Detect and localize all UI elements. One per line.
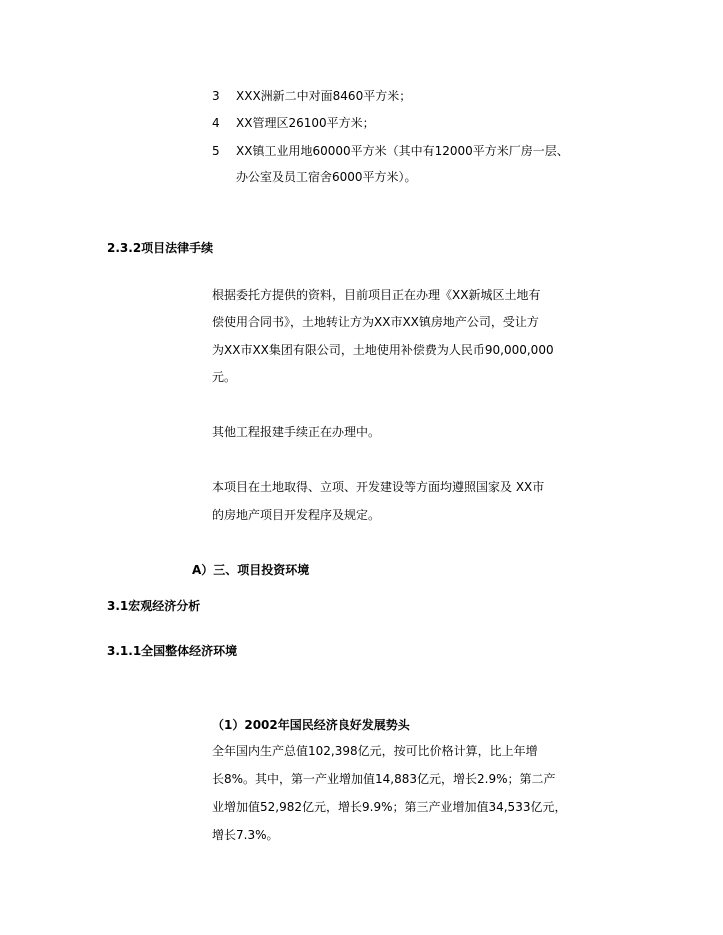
paragraph-line: 偿使用合同书》，土地转让方为XX市XX镇房地产公司，受让方	[212, 315, 539, 329]
list-number: 4	[212, 116, 220, 130]
paragraph-line: 增长7.3%。	[212, 828, 279, 842]
list-number: 3	[212, 89, 220, 103]
paragraph-line: 为XX市XX集团有限公司，土地使用补偿费为人民币90,000,000	[212, 343, 554, 357]
paragraph-line: 全年国内生产总值102,398亿元，按可比价格计算，比上年增	[212, 744, 538, 758]
list-item-continuation: 办公室及员工宿舍6000平方米）。	[236, 170, 417, 184]
paragraph-line: 业增加值52,982亿元，增长9.9%；第三产业增加值34,533亿元，	[212, 800, 567, 814]
section-heading-2-3-2: 2.3.2项目法律手续	[107, 241, 214, 255]
subsection-heading: （1）2002年国民经济良好发展势头	[212, 718, 410, 732]
paragraph-line: 其他工程报建手续正在办理中。	[212, 425, 381, 439]
paragraph-line: 本项目在土地取得、立项、开发建设等方面均遵照国家及 XX市	[212, 480, 545, 494]
section-heading-3-1: 3.1宏观经济分析	[107, 599, 201, 613]
list-item-text: XX管理区26100平方米；	[236, 116, 375, 130]
list-number: 5	[212, 144, 220, 158]
paragraph-line: 根据委托方提供的资料，目前项目正在办理《XX新城区土地有	[212, 288, 541, 302]
paragraph-line: 元。	[212, 370, 237, 384]
paragraph-line: 长8%。其中，第一产业增加值14,883亿元，增长2.9%；第二产	[212, 772, 556, 786]
paragraph-line: 的房地产项目开发程序及规定。	[212, 508, 381, 522]
section-heading-3-1-1: 3.1.1全国整体经济环境	[107, 644, 238, 658]
list-item-text: XX镇工业用地60000平方米（其中有12000平方米厂房一层、	[236, 144, 569, 158]
list-item-text: XXX洲新二中对面8460平方米；	[236, 89, 412, 103]
chapter-heading: A）三、项目投资环境	[192, 563, 310, 577]
